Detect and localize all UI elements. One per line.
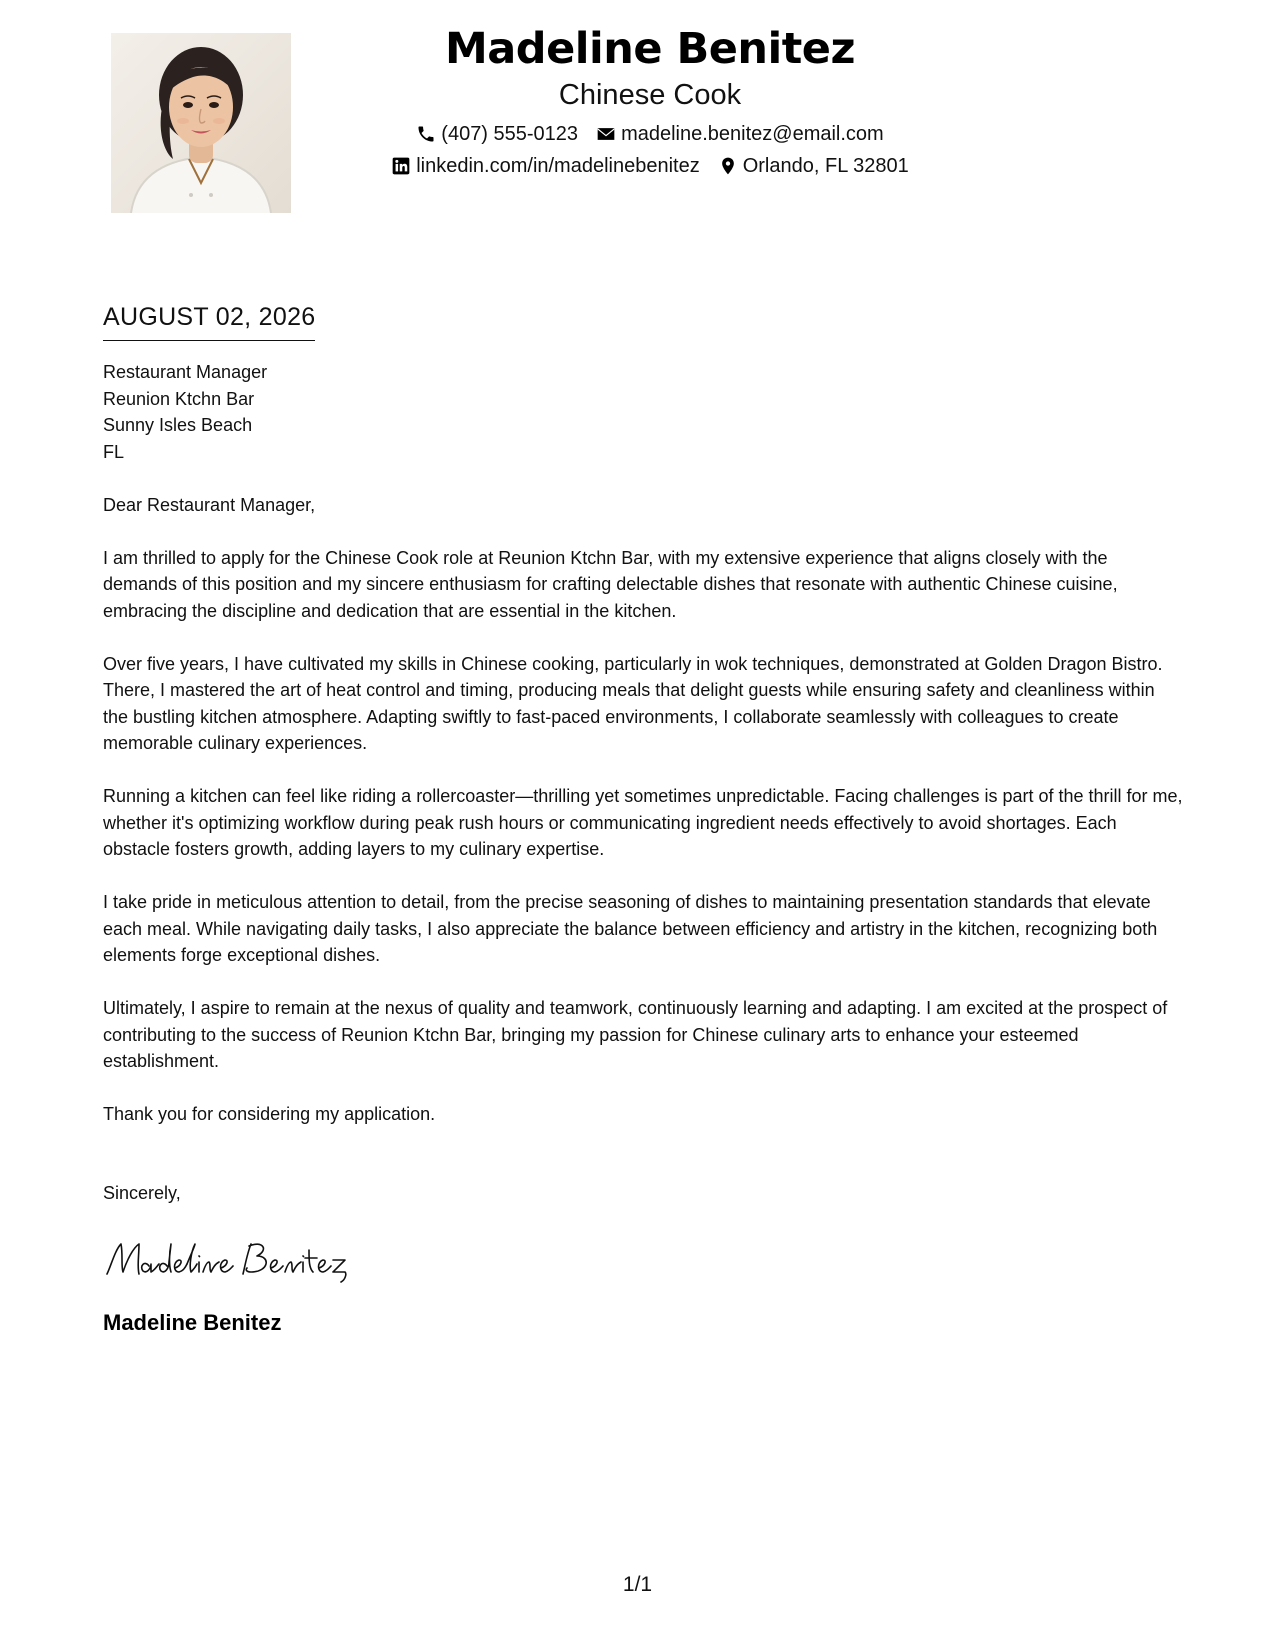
contact-row-1	[340, 118, 960, 150]
paragraph: Ultimately, I aspire to remain at the nexus of quality and teamwork, continuously learning and adapting. I am excited at the prospect of contributing to the success of Reunion Ktchn Bar, bringing my passion for Chinese culinary arts to enhance your esteemed establishment.	[103, 998, 1168, 1071]
envelope-icon	[596, 124, 616, 144]
paragraph: I am thrilled to apply for the Chinese Cook role at Reunion Ktchn Bar, with my extensive experience that aligns closely with the demands of this position and my sincere enthusiasm for crafting delectable dishes that resonate with authentic Chinese cuisine, embracing the discipline and dedication that are essential in the kitchen.	[103, 547, 1118, 621]
recipient-title: Restaurant Manager	[103, 362, 268, 382]
linkedin-text: linkedin.com/in/madelinebenitez	[416, 155, 700, 177]
location-contact	[718, 150, 909, 182]
paragraph: Running a kitchen can feel like riding a rollercoaster—thrilling yet sometimes unpredictable. Facing challenges is part of the thrill for me, whether it's optimizing workflow during peak rush hours or communicating ingredient needs effectively to avoid shortages. Each obstacle fosters growth, adding layers to my culinary expertise.	[103, 786, 1183, 859]
handwritten-signature	[103, 1236, 1183, 1286]
phone-icon	[416, 124, 436, 144]
phone-text: (407) 555-0123	[441, 123, 579, 145]
closing: Sincerely,	[103, 1182, 181, 1203]
profile-photo	[111, 33, 291, 213]
paragraph: Thank you for considering my application.	[103, 1104, 436, 1124]
recipient-block	[103, 359, 1183, 465]
recipient-state: FL	[103, 441, 125, 462]
linkedin-icon	[391, 156, 411, 176]
phone-contact[interactable]	[416, 118, 578, 150]
applicant-name: Madeline Benitez	[444, 24, 855, 74]
location-text: Orlando, FL 32801	[742, 155, 909, 177]
recipient-city: Sunny Isles Beach	[103, 415, 253, 435]
signer-name: Madeline Benitez	[103, 1310, 282, 1335]
letter-date: AUGUST 02, 2026	[103, 300, 315, 341]
header	[340, 20, 960, 182]
map-pin-icon	[718, 156, 738, 176]
paragraph: Over five years, I have cultivated my skills in Chinese cooking, particularly in wok techniques, demonstrated at Golden Dragon Bistro. There, I mastered the art of heat control and timing, producing meals that delight guests while ensuring safety and cleanliness within the bustling kitchen atmosphere. Adapting swiftly to fast-paced environments, I collaborate seamlessly with colleagues to create memorable culinary experiences.	[103, 653, 1163, 753]
letter-body	[103, 359, 1183, 1338]
recipient-company: Reunion Ktchn Bar	[103, 388, 255, 409]
email-text: madeline.benitez@email.com	[621, 123, 884, 145]
linkedin-contact[interactable]	[391, 150, 700, 182]
salutation: Dear Restaurant Manager,	[103, 494, 316, 515]
email-contact[interactable]	[596, 118, 884, 150]
contact-row-2	[340, 150, 960, 182]
page-number: 1/1	[622, 1573, 653, 1596]
job-title: Chinese Cook	[558, 79, 742, 111]
paragraph: I take pride in meticulous attention to detail, from the precise seasoning of dishes to maintaining presentation standards that elevate each meal. While navigating daily tasks, I also appreciate the balance between efficiency and artistry in the kitchen, recognizing both elements forge exceptional dishes.	[103, 892, 1158, 965]
